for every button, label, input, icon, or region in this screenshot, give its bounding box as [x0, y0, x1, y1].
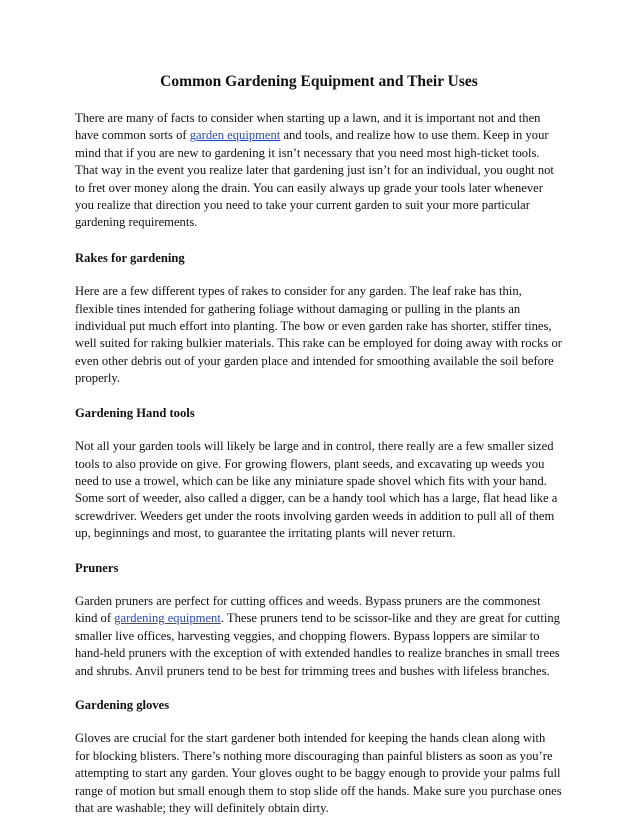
document-page — [75, 72, 563, 834]
intro-text-start: There are many of facts to consider when starting up a lawn, and it is important not and then have common sorts of — [75, 111, 541, 143]
gardening-equipment-link[interactable]: gardening equipment — [114, 611, 221, 626]
intro-text-end: and tools, and realize how to use them. Keep in your mind that if you are new to gardening it isn’t necessary that you need most high-ticket tools. That way in the event you realize later that gardening just isn’t for an individual, you ought not to fret over money along the drain. You can easily always up grade your tools later whenever you realize that direction you need to take your current garden to suit your more particular gardening requirements. — [75, 128, 554, 230]
section-body-pruners — [75, 593, 563, 680]
intro-paragraph — [75, 110, 563, 232]
pruners-text-start: Garden pruners are perfect for cutting offices and weeds. Bypass pruners are the commonest kind of — [75, 593, 541, 626]
section-body-gloves: Gloves are crucial for the start gardener both intended for keeping the hands clean along with for blocking blisters. There’s nothing more discouraging than painful blisters as soon as you’re attempting to start any garden. Your gloves ought to be baggy enough to provide your palms full range of motion but small enough them to stop slide off the hands. Make sure you purchase ones that are washable; they will definitely obtain dirty. — [75, 731, 562, 815]
pruners-text-end: . These pruners tend to be scissor-like and they are great for cutting smaller live offices, harvesting veggies, and chopping flowers. Bypass loppers are similar to hand-held pruners with the exception of with extended handles to realize branches in small trees and shrubs. Anvil pruners tend to be best for trimming trees and bushes with lifeless branches. — [75, 611, 560, 678]
garden-equipment-link[interactable]: garden equipment — [189, 128, 281, 143]
section-body-rakes: Here are a few different types of rakes to consider for any garden. The leaf rake has thin, flexible tines intended for gathering foliage without damaging or pulling in the plants an individual put much effort into planting. The bow or even garden rake has shorter, stiffer tines, well suited for raking bulkier materials. This rake can be employed for doing away with rocks or even other debris out of your garden place and intended for smoothing available the soil before properly. — [75, 284, 562, 386]
section-heading-rakes: Rakes for gardening — [75, 250, 185, 265]
section-heading-pruners: Pruners — [75, 560, 119, 575]
section-body-hand-tools: Not all your garden tools will likely be large and in control, there really are a few smaller sized tools to also provide on give. For growing flowers, plant seeds, and excavating up weeds you need to use a trowel, which can be like any miniature spade shovel which fits with your hand. Some sort of weeder, also called a digger, can be a handy tool which has a large, flat head like a screwdriver. Weeders get under the roots involving garden weeds in addition to pull all of them up, beginnings and most, to guarantee the irritating plants will never return. — [75, 439, 558, 541]
document-title: Common Gardening Equipment and Their Uses — [160, 73, 478, 90]
section-heading-hand-tools: Gardening Hand tools — [75, 405, 195, 420]
section-heading-gloves: Gardening gloves — [75, 697, 170, 712]
